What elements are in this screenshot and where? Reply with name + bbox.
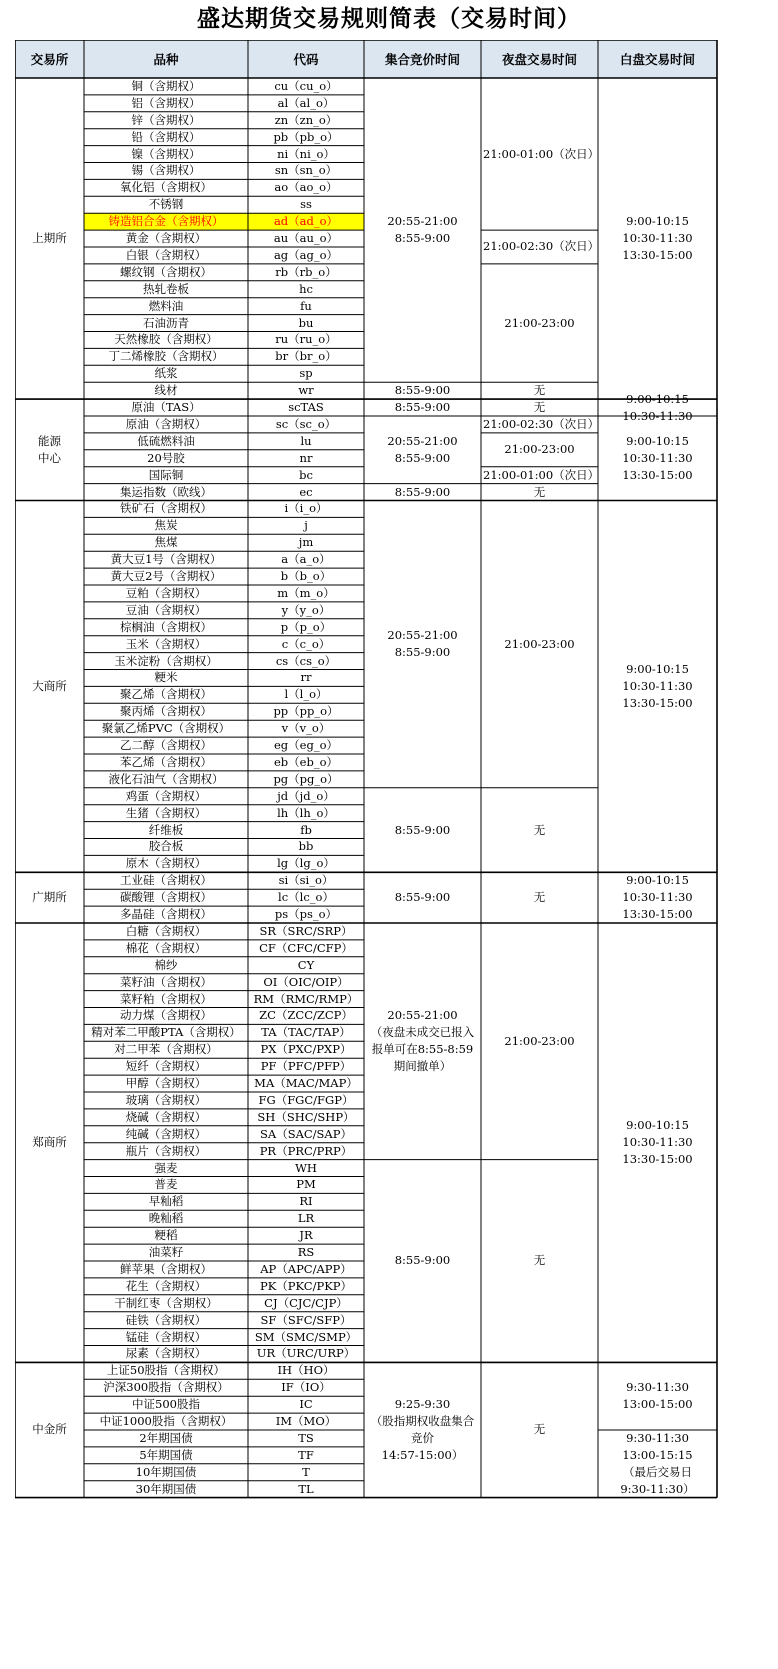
header-cell: 集合竞价时间 bbox=[384, 51, 460, 67]
product-code-cell: m（m_o） bbox=[277, 585, 335, 600]
product-code-cell: IM（MO） bbox=[275, 1414, 337, 1429]
night-session-cell: 无 bbox=[533, 400, 546, 415]
product-code-cell: RI bbox=[299, 1194, 313, 1209]
product-code-cell: au（au_o） bbox=[273, 231, 339, 246]
product-code-cell: rb（rb_o） bbox=[275, 264, 337, 279]
product-name-cell: 玉米（含期权） bbox=[125, 636, 207, 651]
product-name-cell: 工业硅（含期权） bbox=[120, 873, 212, 888]
product-name-cell: 尿素（含期权） bbox=[125, 1346, 207, 1361]
product-name-cell: 上证50股指（含期权） bbox=[106, 1363, 226, 1378]
product-name-cell: 棉纱 bbox=[154, 957, 178, 972]
product-code-cell: scTAS bbox=[288, 400, 324, 415]
product-name-cell: 豆粕（含期权） bbox=[125, 585, 207, 600]
day-session-cell: 9:00-10:15 10:30-11:30 bbox=[622, 391, 693, 423]
product-name-cell: 烧碱（含期权） bbox=[125, 1109, 207, 1124]
product-name-cell: 鸡蛋（含期权） bbox=[125, 788, 207, 803]
auction-time-cell: 8:55-9:00 bbox=[394, 822, 451, 837]
product-name-cell: 黄大豆2号（含期权） bbox=[110, 569, 222, 584]
product-name-cell: 对二甲苯（含期权） bbox=[114, 1042, 218, 1057]
night-session-cell: 21:00-01:00（次日） bbox=[483, 467, 600, 482]
product-code-cell: ao（ao_o） bbox=[274, 180, 338, 195]
exchange-cell: 广期所 bbox=[32, 890, 67, 905]
product-name-cell: 铜（含期权） bbox=[131, 78, 201, 93]
product-code-cell: pb（pb_o） bbox=[273, 129, 339, 144]
exchange-cell: 大商所 bbox=[32, 678, 67, 693]
auction-time-cell: 20:55-21:00 8:55-9:00 bbox=[387, 214, 458, 246]
product-name-cell: 粳米 bbox=[154, 670, 178, 685]
header-cell: 品种 bbox=[153, 51, 179, 67]
product-name-cell: 多晶硅（含期权） bbox=[120, 907, 212, 922]
product-code-cell: SM（SMC/SMP） bbox=[254, 1329, 358, 1344]
product-code-cell: pp（pp_o） bbox=[273, 704, 339, 719]
day-session-cell: 9:30-11:30 13:00-15:00 bbox=[622, 1380, 693, 1412]
product-code-cell: ec bbox=[299, 484, 313, 499]
product-code-cell: WH bbox=[295, 1160, 317, 1175]
product-code-cell: RS bbox=[297, 1245, 315, 1260]
product-name-cell: 镍（含期权） bbox=[131, 146, 201, 161]
header-cell: 白盘交易时间 bbox=[619, 51, 695, 67]
product-code-cell: br（br_o） bbox=[275, 349, 337, 364]
exchange-cell: 上期所 bbox=[32, 231, 67, 246]
product-name-cell: 焦炭 bbox=[154, 518, 178, 533]
auction-time-cell: 8:55-9:00 bbox=[394, 383, 451, 398]
product-name-cell: 精对苯二甲酸PTA（含期权） bbox=[91, 1025, 241, 1040]
product-name-cell: 黄金（含期权） bbox=[125, 231, 207, 246]
product-name-cell: 白银（含期权） bbox=[125, 247, 207, 262]
product-code-cell: eg（eg_o） bbox=[273, 738, 338, 753]
product-code-cell: ss bbox=[300, 197, 312, 212]
product-name-cell: 粳稻 bbox=[154, 1228, 178, 1243]
product-code-cell: bb bbox=[298, 839, 314, 854]
product-code-cell: sp bbox=[299, 366, 313, 381]
product-name-cell: 低硫燃料油 bbox=[137, 433, 195, 448]
auction-time-cell: 8:55-9:00 bbox=[394, 890, 451, 905]
product-code-cell: SH（SHC/SHP） bbox=[257, 1109, 355, 1124]
product-name-cell: 纸浆 bbox=[154, 366, 178, 381]
product-name-cell: 短纤（含期权） bbox=[125, 1059, 207, 1074]
product-code-cell: PF（PFC/PFP） bbox=[260, 1059, 352, 1074]
product-name-cell: 硅铁（含期权） bbox=[125, 1312, 207, 1327]
exchange-cell: 能源 中心 bbox=[38, 433, 61, 465]
product-name-cell: 20号胶 bbox=[147, 450, 185, 465]
product-code-cell: jm bbox=[298, 535, 314, 550]
product-code-cell: pg（pg_o） bbox=[273, 771, 339, 786]
product-code-cell: nr bbox=[299, 450, 313, 465]
product-code-cell: ag（ag_o） bbox=[273, 247, 339, 262]
product-code-cell: PK（PKC/PKP） bbox=[259, 1278, 353, 1293]
product-code-cell: TL bbox=[298, 1481, 314, 1496]
header-cell: 代码 bbox=[293, 51, 319, 67]
product-code-cell: lc（lc_o） bbox=[278, 890, 334, 905]
day-session-cell: 9:30-11:30 13:00-15:15 （最后交易日 9:30-11:30） bbox=[620, 1430, 695, 1496]
product-name-cell: 棉花（含期权） bbox=[125, 940, 207, 955]
night-session-cell: 21:00-23:00 bbox=[504, 1033, 575, 1048]
product-code-cell: ZC（ZCC/ZCP） bbox=[259, 1008, 353, 1023]
product-code-cell: JR bbox=[299, 1228, 313, 1243]
product-code-cell: LR bbox=[297, 1211, 315, 1226]
trading-hours-table bbox=[15, 40, 763, 1662]
product-name-cell: 中证500股指 bbox=[132, 1397, 200, 1412]
product-name-cell: 干制红枣（含期权） bbox=[114, 1295, 218, 1310]
night-session-cell: 无 bbox=[533, 383, 546, 398]
night-session-cell: 21:00-02:30（次日） bbox=[483, 416, 600, 431]
auction-time-cell: 8:55-9:00 bbox=[394, 400, 451, 415]
exchange-cell: 中金所 bbox=[32, 1422, 67, 1437]
night-session-cell: 无 bbox=[533, 1253, 546, 1268]
product-name-cell: 锌（含期权） bbox=[131, 112, 201, 127]
product-code-cell: PM bbox=[296, 1177, 316, 1192]
product-code-cell: AP（APC/APP） bbox=[260, 1261, 352, 1276]
page-title: 盛达期货交易规则简表（交易时间） bbox=[197, 5, 581, 32]
product-code-cell: v（v_o） bbox=[281, 721, 331, 736]
product-name-cell: 黄大豆1号（含期权） bbox=[110, 552, 222, 567]
auction-time-cell: 8:55-9:00 bbox=[394, 484, 451, 499]
product-code-cell: cs（cs_o） bbox=[275, 653, 337, 668]
product-name-cell: 苯乙烯（含期权） bbox=[120, 754, 212, 769]
auction-time-cell: 20:55-21:00 8:55-9:00 bbox=[387, 433, 458, 465]
product-code-cell: a（a_o） bbox=[281, 552, 331, 567]
product-code-cell: OI（OIC/OIP） bbox=[263, 974, 349, 989]
product-code-cell: CY bbox=[297, 957, 315, 972]
product-name-cell: 国际铜 bbox=[148, 467, 184, 482]
product-code-cell: lh（lh_o） bbox=[277, 805, 335, 820]
product-name-cell: 玻璃（含期权） bbox=[125, 1092, 207, 1107]
night-session-cell: 21:00-23:00 bbox=[504, 636, 575, 651]
product-name-cell: 原木（含期权） bbox=[125, 856, 207, 871]
product-code-cell: b（b_o） bbox=[280, 569, 332, 584]
product-name-cell: 乙二醇（含期权） bbox=[120, 738, 212, 753]
product-code-cell: lu bbox=[300, 433, 312, 448]
product-code-cell: wr bbox=[298, 383, 314, 398]
product-code-cell: IC bbox=[299, 1397, 313, 1412]
product-name-cell: 碳酸锂（含期权） bbox=[120, 890, 212, 905]
auction-time-cell: 9:25-9:30 （股指期权收盘集合竞价 14:57-15:00） bbox=[370, 1396, 475, 1462]
product-name-cell: 氧化铝（含期权） bbox=[120, 180, 212, 195]
night-session-cell: 21:00-23:00 bbox=[504, 315, 575, 330]
product-code-cell: bu bbox=[298, 315, 314, 330]
product-code-cell: ad（ad_o） bbox=[273, 214, 339, 229]
product-name-cell: 中证1000股指（含期权） bbox=[99, 1414, 233, 1429]
product-name-cell: 铝（含期权） bbox=[131, 95, 201, 110]
day-session-cell: 9:00-10:15 10:30-11:30 13:30-15:00 bbox=[622, 433, 693, 482]
product-name-cell: 原油（含期权） bbox=[125, 416, 207, 431]
product-name-cell: 线材 bbox=[154, 383, 178, 398]
product-code-cell: c（c_o） bbox=[281, 636, 331, 651]
product-code-cell: i（i_o） bbox=[284, 501, 328, 516]
night-session-cell: 21:00-01:00（次日） bbox=[483, 146, 600, 161]
product-code-cell: eb（eb_o） bbox=[273, 754, 338, 769]
product-name-cell: 强麦 bbox=[154, 1160, 178, 1175]
product-code-cell: IH（HO） bbox=[277, 1363, 335, 1378]
product-name-cell: 锡（含期权） bbox=[131, 163, 201, 178]
product-name-cell: 聚氯乙烯PVC（含期权） bbox=[101, 721, 231, 736]
product-name-cell: 聚丙烯（含期权） bbox=[120, 704, 212, 719]
product-code-cell: ru（ru_o） bbox=[275, 332, 337, 347]
product-name-cell: 瓶片（含期权） bbox=[125, 1143, 207, 1158]
product-name-cell: 集运指数（欧线） bbox=[120, 484, 212, 499]
product-name-cell: 不锈钢 bbox=[148, 197, 184, 212]
product-code-cell: hc bbox=[299, 281, 313, 296]
product-code-cell: p（p_o） bbox=[280, 619, 332, 634]
product-code-cell: TS bbox=[298, 1430, 314, 1445]
auction-time-cell: 20:55-21:00 （夜盘未成交已报入报单可在8:55-8:59期间撤单） bbox=[370, 1008, 475, 1074]
product-name-cell: 锰硅（含期权） bbox=[125, 1329, 207, 1344]
product-code-cell: CJ（CJC/CJP） bbox=[264, 1295, 348, 1310]
product-code-cell: TF bbox=[298, 1447, 314, 1462]
product-name-cell: 玉米淀粉（含期权） bbox=[114, 653, 218, 668]
product-name-cell: 丁二烯橡胶（含期权） bbox=[108, 349, 224, 364]
product-code-cell: fu bbox=[300, 298, 312, 313]
product-name-cell: 原油（TAS） bbox=[131, 400, 201, 415]
product-name-cell: 甲醇（含期权） bbox=[125, 1076, 207, 1091]
product-code-cell: sn（sn_o） bbox=[274, 163, 338, 178]
product-name-cell: 早籼稻 bbox=[148, 1194, 184, 1209]
day-session-cell: 9:00-10:15 10:30-11:30 13:30-15:00 bbox=[622, 661, 693, 710]
product-name-cell: 白糖（含期权） bbox=[125, 923, 207, 938]
product-code-cell: al（al_o） bbox=[277, 95, 335, 110]
night-session-cell: 无 bbox=[533, 484, 546, 499]
day-session-cell: 9:00-10:15 10:30-11:30 13:30-15:00 bbox=[622, 214, 693, 263]
product-name-cell: 铁矿石（含期权） bbox=[120, 501, 212, 516]
product-code-cell: zn（zn_o） bbox=[274, 112, 338, 127]
auction-time-cell: 20:55-21:00 8:55-9:00 bbox=[387, 628, 458, 660]
header-cell: 交易所 bbox=[30, 51, 69, 67]
product-name-cell: 菜籽粕（含期权） bbox=[120, 991, 212, 1006]
product-code-cell: SF（SFC/SFP） bbox=[260, 1312, 352, 1327]
auction-time-cell: 8:55-9:00 bbox=[394, 1253, 451, 1268]
product-code-cell: y（y_o） bbox=[281, 602, 331, 617]
product-code-cell: PX（PXC/PXP） bbox=[260, 1042, 352, 1057]
product-code-cell: SR（SRC/SRP） bbox=[259, 923, 353, 938]
product-name-cell: 菜籽油（含期权） bbox=[120, 974, 212, 989]
product-code-cell: IF（IO） bbox=[281, 1380, 331, 1395]
product-name-cell: 晚籼稻 bbox=[148, 1211, 184, 1226]
night-session-cell: 无 bbox=[533, 890, 546, 905]
day-session-cell: 9:00-10:15 10:30-11:30 13:30-15:00 bbox=[622, 1118, 693, 1167]
product-name-cell: 鲜苹果（含期权） bbox=[120, 1261, 212, 1276]
product-code-cell: si（si_o） bbox=[278, 873, 334, 888]
header-cell: 夜盘交易时间 bbox=[501, 51, 577, 67]
product-name-cell: 棕榈油（含期权） bbox=[120, 619, 212, 634]
product-name-cell: 纤维板 bbox=[148, 822, 184, 837]
product-name-cell: 油菜籽 bbox=[148, 1245, 184, 1260]
product-code-cell: l（l_o） bbox=[284, 687, 328, 702]
product-code-cell: FG（FGC/FGP） bbox=[258, 1092, 354, 1107]
night-session-cell: 21:00-02:30（次日） bbox=[483, 239, 600, 254]
product-name-cell: 燃料油 bbox=[148, 298, 184, 313]
product-name-cell: 天然橡胶（含期权） bbox=[114, 332, 218, 347]
product-code-cell: cu（cu_o） bbox=[274, 78, 338, 93]
exchange-cell: 郑商所 bbox=[32, 1135, 67, 1150]
product-name-cell: 焦煤 bbox=[154, 535, 178, 550]
product-code-cell: ni（ni_o） bbox=[277, 146, 335, 161]
product-name-cell: 石油沥青 bbox=[143, 315, 189, 330]
product-name-cell: 10年期国债 bbox=[135, 1464, 197, 1479]
product-name-cell: 铅（含期权） bbox=[131, 129, 201, 144]
product-code-cell: fb bbox=[300, 822, 312, 837]
product-code-cell: RM（RMC/RMP） bbox=[253, 991, 359, 1006]
product-name-cell: 5年期国债 bbox=[139, 1447, 193, 1462]
product-code-cell: j bbox=[304, 518, 308, 533]
product-name-cell: 沪深300股指（含期权） bbox=[103, 1380, 229, 1395]
night-session-cell: 无 bbox=[533, 822, 546, 837]
product-name-cell: 热轧卷板 bbox=[143, 281, 189, 296]
product-name-cell: 豆油（含期权） bbox=[125, 602, 207, 617]
product-code-cell: PR（PRC/PRP） bbox=[259, 1143, 353, 1158]
product-name-cell: 液化石油气（含期权） bbox=[108, 771, 224, 786]
product-code-cell: SA（SAC/SAP） bbox=[260, 1126, 352, 1141]
day-session-cell: 9:00-10:15 10:30-11:30 13:30-15:00 bbox=[622, 873, 693, 922]
product-name-cell: 聚乙烯（含期权） bbox=[120, 687, 212, 702]
product-name-cell: 纯碱（含期权） bbox=[125, 1126, 207, 1141]
product-code-cell: MA（MAC/MAP） bbox=[254, 1076, 358, 1091]
product-code-cell: bc bbox=[299, 467, 313, 482]
product-name-cell: 花生（含期权） bbox=[125, 1278, 207, 1293]
product-name-cell: 铸造铝合金（含期权） bbox=[108, 214, 224, 229]
product-code-cell: T bbox=[302, 1464, 310, 1479]
product-name-cell: 生猪（含期权） bbox=[125, 805, 207, 820]
product-code-cell: TA（TAC/TAP） bbox=[261, 1025, 351, 1040]
night-session-cell: 21:00-23:00 bbox=[504, 442, 575, 457]
product-name-cell: 螺纹钢（含期权） bbox=[120, 264, 212, 279]
product-code-cell: rr bbox=[300, 670, 312, 685]
product-name-cell: 胶合板 bbox=[148, 839, 184, 854]
product-code-cell: lg（lg_o） bbox=[277, 856, 335, 871]
product-code-cell: CF（CFC/CFP） bbox=[259, 940, 353, 955]
product-name-cell: 30年期国债 bbox=[135, 1481, 197, 1496]
product-code-cell: jd（jd_o） bbox=[277, 788, 335, 803]
product-name-cell: 动力煤（含期权） bbox=[120, 1008, 212, 1023]
product-code-cell: UR（URC/URP） bbox=[256, 1346, 356, 1361]
night-session-cell: 无 bbox=[533, 1422, 546, 1437]
product-code-cell: ps（ps_o） bbox=[274, 907, 338, 922]
product-name-cell: 2年期国债 bbox=[139, 1430, 193, 1445]
product-name-cell: 普麦 bbox=[154, 1177, 178, 1192]
product-code-cell: sc（sc_o） bbox=[275, 416, 337, 431]
